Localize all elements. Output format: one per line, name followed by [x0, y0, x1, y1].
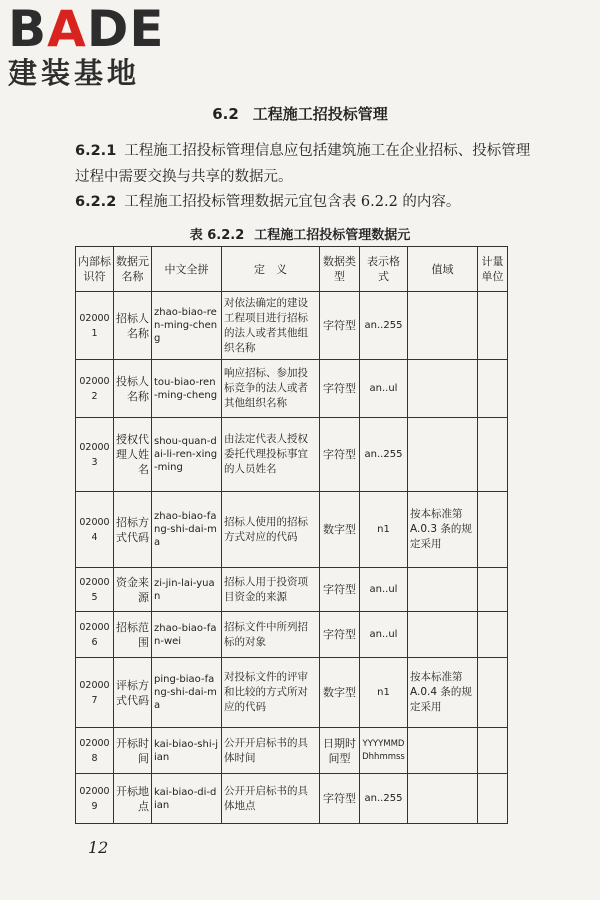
cell-domain: [408, 612, 478, 658]
table-header-row: [76, 247, 508, 292]
paragraph-6-2-1: [75, 138, 535, 190]
cell-type: 日期时间型: [320, 728, 360, 774]
cell-pinyin: shou-quan-dai-li-ren-xing-ming: [152, 418, 222, 492]
cell-domain: [408, 360, 478, 418]
cell-name: 开标地点: [114, 774, 152, 824]
cell-unit: [478, 292, 508, 360]
cell-format: an..ul: [360, 568, 408, 612]
header-cell: 值域: [408, 247, 478, 292]
data-element-table: [75, 246, 508, 824]
table-row: [76, 658, 508, 728]
table-caption: [0, 224, 600, 243]
cell-definition: 响应招标、参加投标竞争的法人或者其他组织名称: [222, 360, 320, 418]
cell-unit: [478, 492, 508, 568]
cell-name: 招标方式代码: [114, 492, 152, 568]
cell-unit: [478, 728, 508, 774]
cell-unit: [478, 612, 508, 658]
cell-id: 020002: [76, 360, 114, 418]
bade-logo: [8, 2, 165, 90]
paragraph-6-2-2: [75, 189, 535, 215]
cell-id: 020001: [76, 292, 114, 360]
cell-id: 020006: [76, 612, 114, 658]
cell-type: 数字型: [320, 658, 360, 728]
cell-domain: [408, 568, 478, 612]
section-title-text: 工程施工招投标管理: [252, 105, 388, 123]
paragraph-text: 工程施工招投标管理数据元宜包含表 6.2.2 的内容。: [124, 194, 461, 210]
cell-pinyin: kai-biao-shi-jian: [152, 728, 222, 774]
cell-format: an..ul: [360, 360, 408, 418]
cell-unit: [478, 568, 508, 612]
cell-domain: [408, 728, 478, 774]
cell-definition: 对依法确定的建设工程项目进行招标的法人或者其他组织名称: [222, 292, 320, 360]
cell-domain: 按本标准第 A.0.4 条的规定采用: [408, 658, 478, 728]
cell-name: 招标人名称: [114, 292, 152, 360]
cell-unit: [478, 418, 508, 492]
cell-pinyin: zhao-biao-ren-ming-cheng: [152, 292, 222, 360]
cell-format: an..255: [360, 418, 408, 492]
cell-id: 020004: [76, 492, 114, 568]
cell-id: 020005: [76, 568, 114, 612]
cell-format: YYYYMMDDhhmmss: [360, 728, 408, 774]
cell-unit: [478, 360, 508, 418]
cell-pinyin: zhao-biao-fang-shi-dai-ma: [152, 492, 222, 568]
cell-type: 字符型: [320, 292, 360, 360]
header-cell: 计量单位: [478, 247, 508, 292]
cell-format: n1: [360, 492, 408, 568]
cell-type: 数字型: [320, 492, 360, 568]
header-cell: 内部标识符: [76, 247, 114, 292]
header-cell: 数据类型: [320, 247, 360, 292]
paragraph-text: 工程施工招投标管理信息应包括建筑施工在企业招标、投标管理过程中需要交换与共享的数据元。: [75, 143, 531, 185]
table-row: [76, 292, 508, 360]
cell-definition: 公开开启标书的具体时间: [222, 728, 320, 774]
table-row: [76, 418, 508, 492]
cell-type: 字符型: [320, 612, 360, 658]
cell-pinyin: ping-biao-fang-shi-dai-ma: [152, 658, 222, 728]
header-cell: 中文全拼: [152, 247, 222, 292]
cell-format: n1: [360, 658, 408, 728]
cell-pinyin: zhao-biao-fan-wei: [152, 612, 222, 658]
cell-definition: 由法定代表人授权委托代理投标事宜的人员姓名: [222, 418, 320, 492]
cell-domain: [408, 292, 478, 360]
cell-definition: 公开开启标书的具体地点: [222, 774, 320, 824]
header-cell: 数据元名称: [114, 247, 152, 292]
cell-id: 020003: [76, 418, 114, 492]
table-row: [76, 774, 508, 824]
cell-name: 评标方式代码: [114, 658, 152, 728]
page-number: 12: [88, 838, 109, 857]
cell-definition: 对投标文件的评审和比较的方式所对应的代码: [222, 658, 320, 728]
cell-name: 授权代理人姓名: [114, 418, 152, 492]
cell-id: 020009: [76, 774, 114, 824]
cell-id: 020008: [76, 728, 114, 774]
cell-type: 字符型: [320, 360, 360, 418]
cell-name: 投标人名称: [114, 360, 152, 418]
table-row: [76, 728, 508, 774]
table-caption-number: 表 6.2.2: [189, 228, 245, 243]
logo-subtitle: 建装基地: [8, 56, 141, 90]
section-number: 6.2: [212, 105, 239, 123]
cell-format: an..255: [360, 774, 408, 824]
section-title: [0, 103, 600, 124]
header-cell: 表示格式: [360, 247, 408, 292]
cell-definition: 招标人用于投资项目资金的来源: [222, 568, 320, 612]
cell-name: 资金来源: [114, 568, 152, 612]
table-row: [76, 568, 508, 612]
table-row: [76, 612, 508, 658]
cell-name: 开标时间: [114, 728, 152, 774]
cell-type: 字符型: [320, 568, 360, 612]
cell-type: 字符型: [320, 418, 360, 492]
cell-name: 招标范围: [114, 612, 152, 658]
cell-pinyin: kai-biao-di-dian: [152, 774, 222, 824]
cell-domain: [408, 774, 478, 824]
logo-wordmark: BADE: [8, 0, 165, 58]
cell-definition: 招标人使用的招标方式对应的代码: [222, 492, 320, 568]
cell-unit: [478, 658, 508, 728]
cell-domain: [408, 418, 478, 492]
cell-unit: [478, 774, 508, 824]
header-cell: 定 义: [222, 247, 320, 292]
cell-pinyin: tou-biao-ren-ming-cheng: [152, 360, 222, 418]
table-row: [76, 360, 508, 418]
table-row: [76, 492, 508, 568]
cell-definition: 招标文件中所列招标的对象: [222, 612, 320, 658]
paragraph-number: 6.2.2: [75, 194, 117, 210]
cell-domain: 按本标准第 A.0.3 条的规定采用: [408, 492, 478, 568]
paragraph-number: 6.2.1: [75, 143, 117, 159]
table-caption-title: 工程施工招投标管理数据元: [254, 228, 411, 243]
cell-format: an..ul: [360, 612, 408, 658]
cell-format: an..255: [360, 292, 408, 360]
cell-id: 020007: [76, 658, 114, 728]
cell-pinyin: zi-jin-lai-yuan: [152, 568, 222, 612]
cell-type: 字符型: [320, 774, 360, 824]
